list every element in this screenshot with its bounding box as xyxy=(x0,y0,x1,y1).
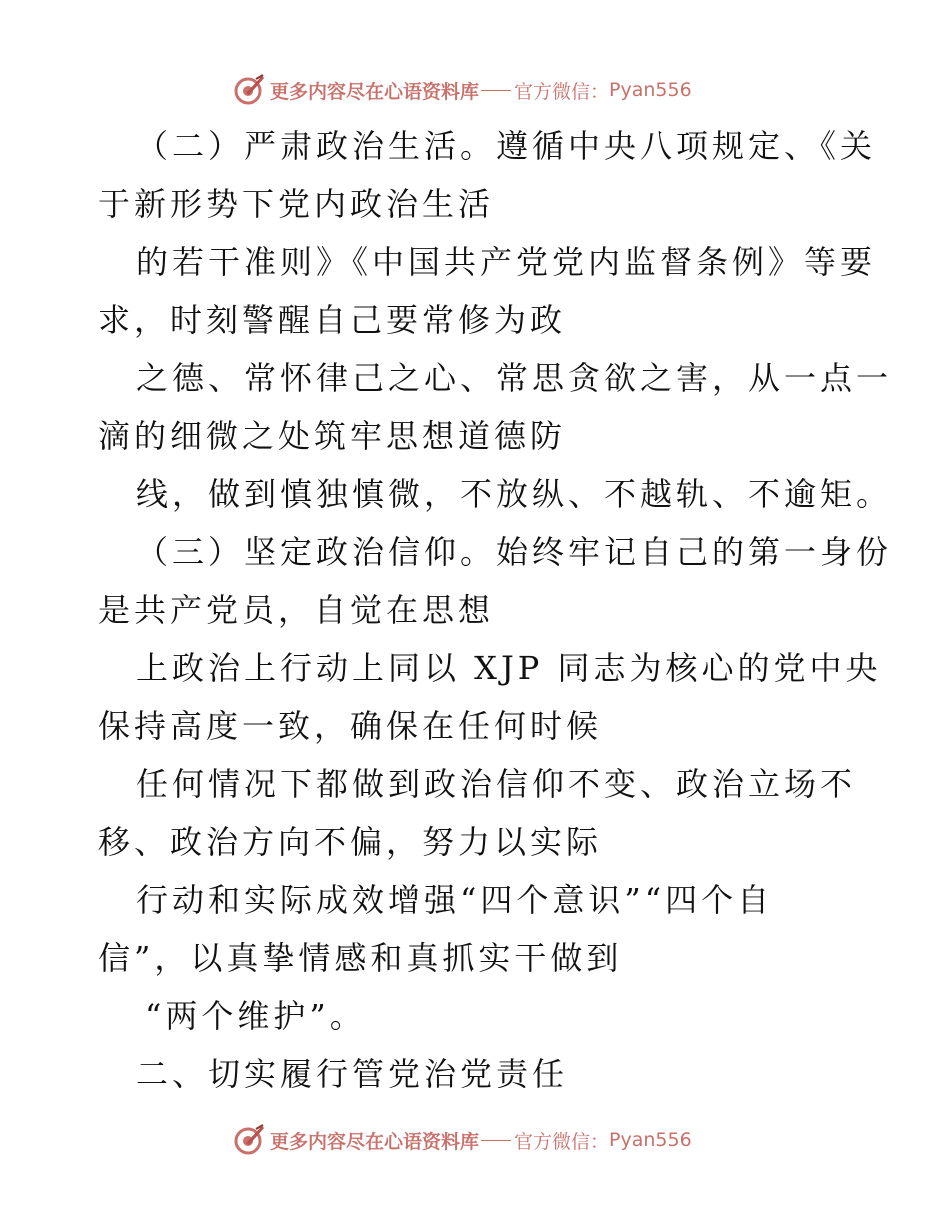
body-line: 滴的细微之处筑牢思想道德防 xyxy=(98,417,567,455)
watermark-text: 更多内容尽在心语资料库 xyxy=(270,80,480,103)
watermark-text: 更多内容尽在心语资料库 xyxy=(270,1130,480,1153)
body-line: 于新形势下党内政治生活 xyxy=(98,185,495,223)
body-line: 行动和实际成效增强“四个意识”“四个自 xyxy=(136,881,774,919)
body-line: （三）坚定政治信仰。始终牢记自己的第一身份 xyxy=(136,533,893,571)
watermark-official-label: 官方微信： xyxy=(514,80,610,103)
body-line: “两个维护”。 xyxy=(145,997,366,1035)
body-line: 求，时刻警醒自己要常修为政 xyxy=(98,301,567,339)
body-line: 是共产党员，自觉在思想 xyxy=(98,591,495,629)
watermark-dash xyxy=(481,90,511,91)
footer-watermark xyxy=(232,1122,692,1158)
watermark-dash xyxy=(481,1140,511,1141)
watermark-official-label: 官方微信： xyxy=(514,1130,610,1153)
body-line: 移、政治方向不偏，努力以实际 xyxy=(98,823,603,861)
body-line: 线，做到慎独慎微，不放纵、不越轨、不逾矩。 xyxy=(136,475,893,513)
header-watermark xyxy=(232,72,692,108)
section-heading: 二、切实履行管党治党责任 xyxy=(136,1055,569,1093)
body-line: 保持高度一致，确保在任何时候 xyxy=(98,707,603,745)
watermark-wechat-id: Pyan556 xyxy=(609,1129,692,1151)
quill-logo-icon xyxy=(232,73,266,107)
body-line: 任何情况下都做到政治信仰不变、政治立场不 xyxy=(136,765,857,803)
body-line: 信”，以真挚情感和真抓实干做到 xyxy=(98,939,623,977)
body-line: 之德、常怀律己之心、常思贪欲之害，从一点一 xyxy=(136,359,893,397)
body-line: 上政治上行动上同以 XJP 同志为核心的党中央 xyxy=(136,649,882,687)
watermark-wechat-id: Pyan556 xyxy=(609,79,692,101)
quill-logo-icon xyxy=(232,1123,266,1157)
body-line: 的若干准则》《中国共产党党内监督条例》等要 xyxy=(136,243,877,281)
body-line: （二）严肃政治生活。遵循中央八项规定、《关 xyxy=(136,127,877,165)
